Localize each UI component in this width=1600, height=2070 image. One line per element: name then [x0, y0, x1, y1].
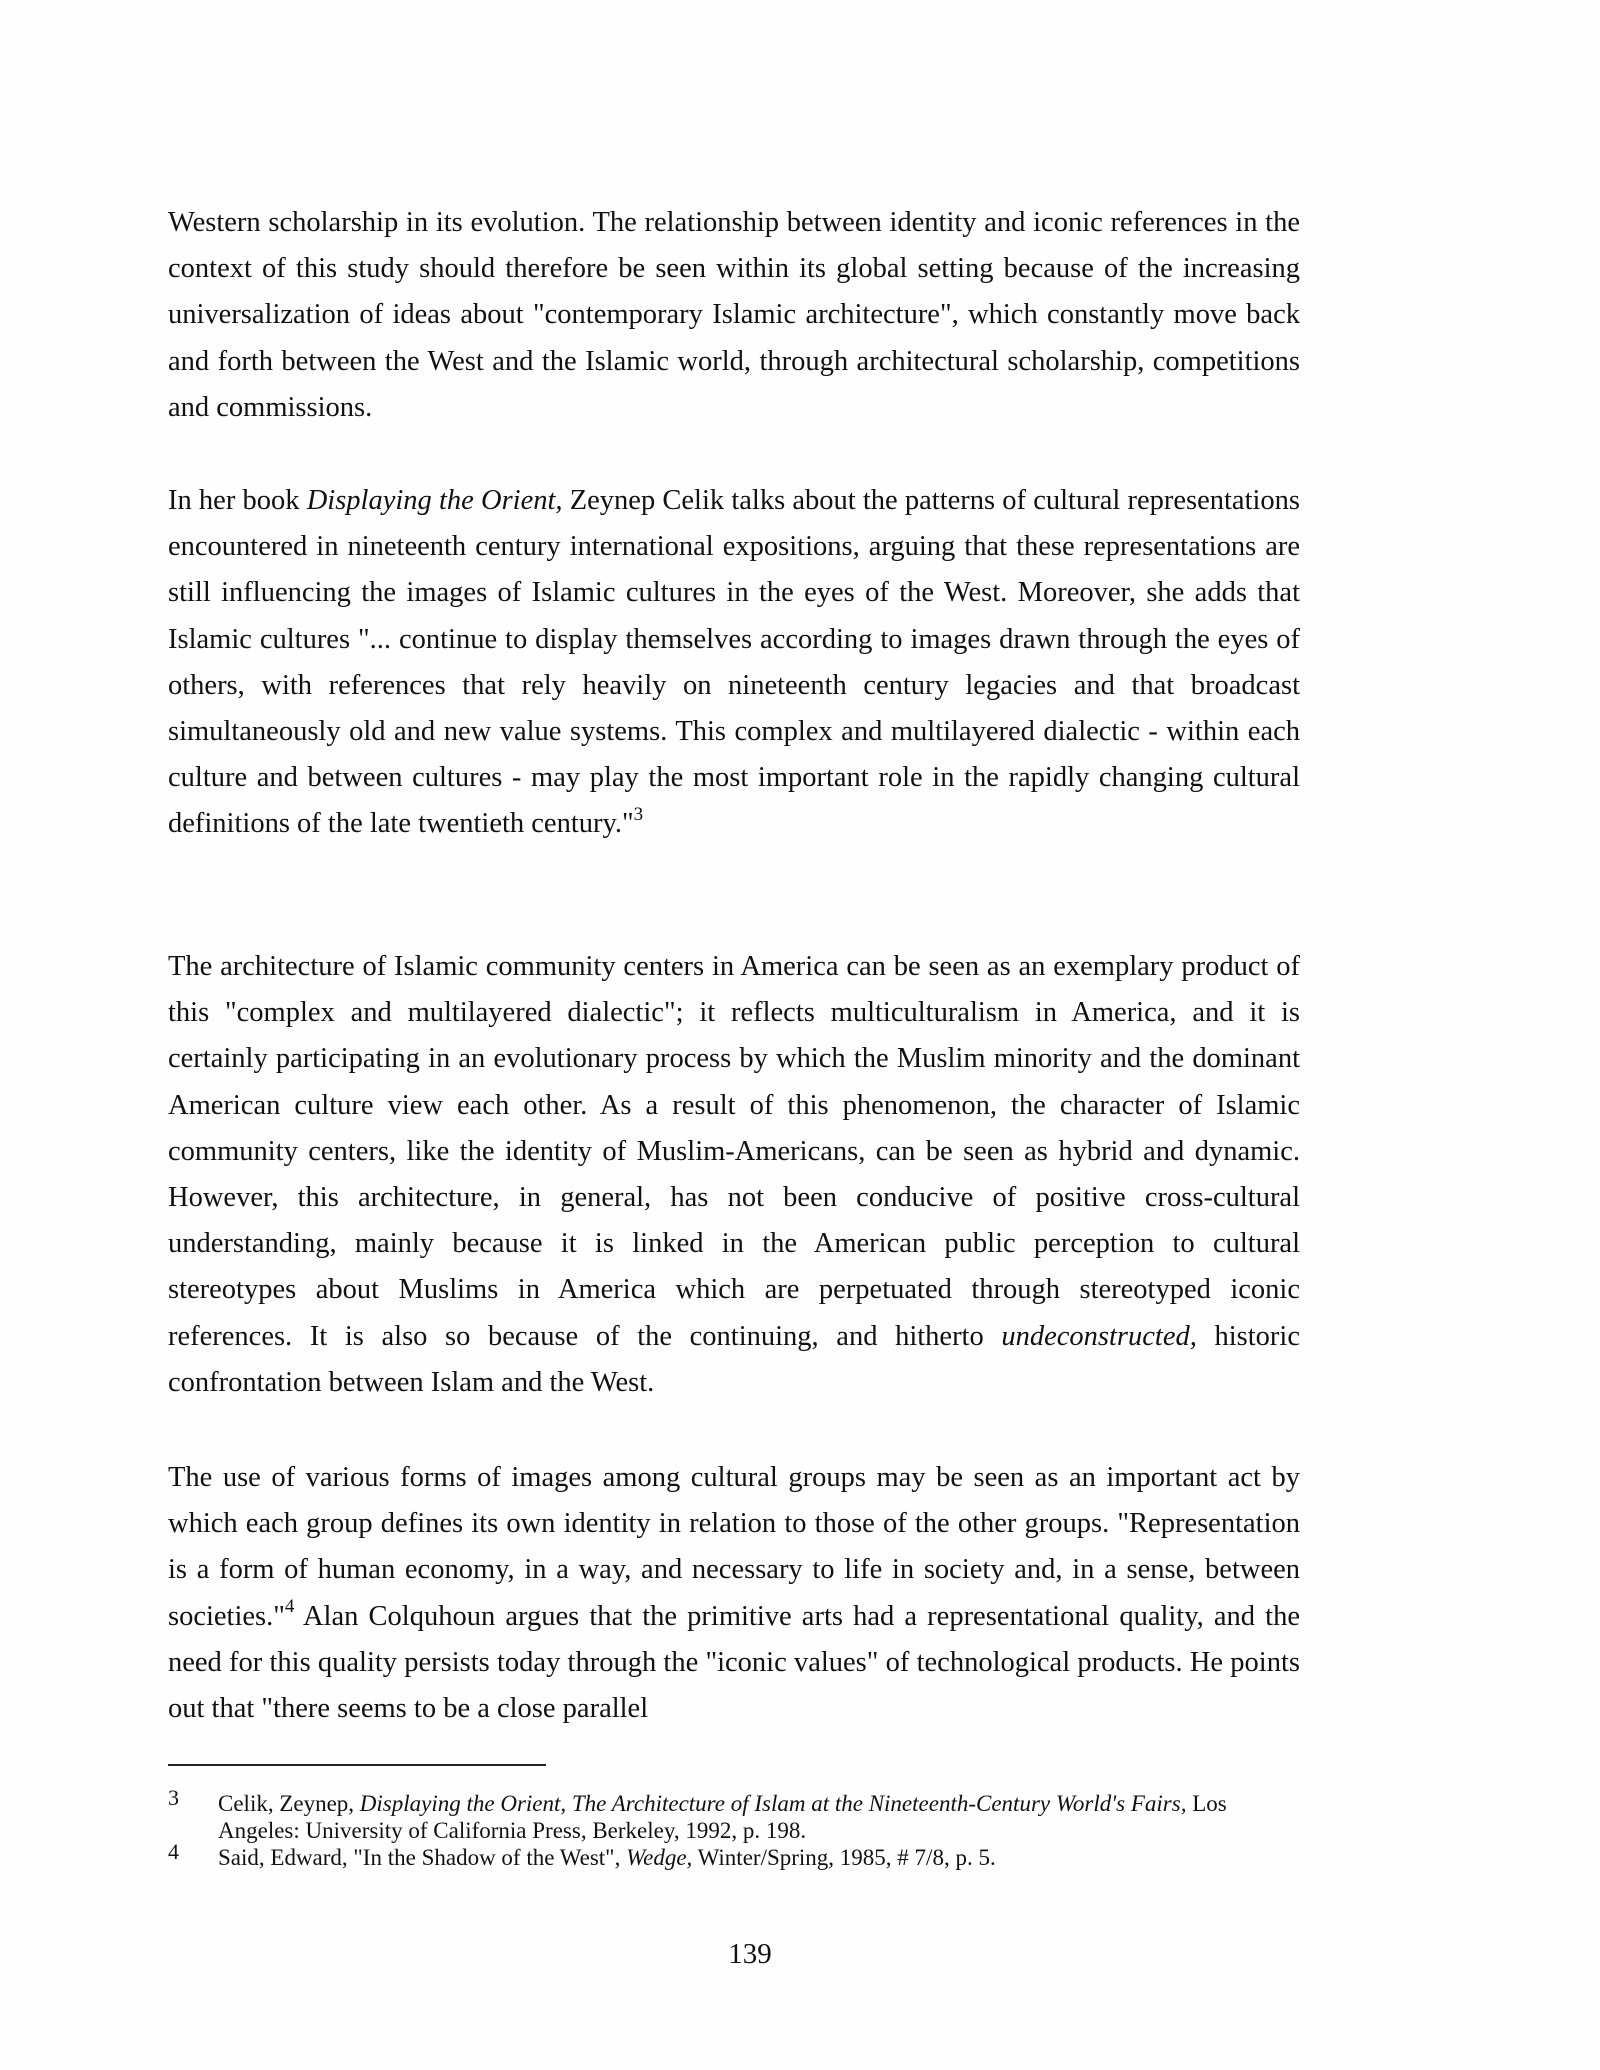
- footnote-3-publisher: Los Angeles: University of California Press, Berkeley, 1992, p. 198.: [218, 1791, 1227, 1843]
- paragraph-1-text: Western scholarship in its evolution. The relationship between identity and iconic references in the context of this study should therefore be seen within its global setting because of the increasing universalization of ideas about "contemporary Islamic architecture", which constantly move back and forth between the West and the Islamic world, through architectural scholarship, competitions and commissions.: [168, 207, 1300, 423]
- footnote-ref-3[interactable]: 3: [633, 803, 644, 825]
- paragraph-4: [168, 1455, 1300, 1732]
- footnote-4: [168, 1839, 1308, 1871]
- footnote-4-details: Winter/Spring, 1985, # 7/8, p. 5.: [692, 1845, 996, 1870]
- footnote-number: 4: [168, 1839, 179, 1864]
- footnotes: [168, 1785, 1308, 1871]
- book-title-italic: Displaying the Orient,: [306, 485, 563, 516]
- footnote-number: 3: [168, 1785, 179, 1810]
- paragraph-1: [168, 200, 1300, 431]
- paragraph-3-tail: historic confrontation between Islam and the West.: [168, 1320, 1300, 1398]
- paragraph-4-tail: Alan Colquhoun argues that the primitive arts had a representational quality, and the need for this quality persists today through the "iconic values" of technological products. He points out that "there seems to be a close parallel: [168, 1600, 1300, 1725]
- emphasis-italic: undeconstructed,: [1001, 1320, 1197, 1352]
- footnote-3: [168, 1785, 1308, 1844]
- paragraph-2: [168, 478, 1300, 848]
- page-number: 139: [728, 1938, 772, 1970]
- footnote-4-author: Said, Edward, "In the Shadow of the West",: [218, 1845, 627, 1870]
- footnote-3-author: Celik, Zeynep,: [218, 1791, 360, 1816]
- paragraph-3: [168, 944, 1300, 1406]
- footnote-ref-4[interactable]: 4: [284, 1596, 295, 1618]
- paragraph-4-lead: The use of various forms of images among cultural groups may be seen as an important act by which each group defines its own identity in relation to those of the other groups. "Representation is a form of human economy, in a way, and necessary to life in society and, in a sense, between societies.": [168, 1462, 1300, 1632]
- paragraph-3-body: The architecture of Islamic community centers in America can be seen as an exemplary product of this "complex and multilayered dialectic"; it reflects multiculturalism in America, and it is certainly participating in an evolutionary process by which the Muslim minority and the dominant American culture view each other. As a result of this phenomenon, the character of Islamic community centers, like the identity of Muslim-Americans, can be seen as hybrid and dynamic. However, this architecture, in general, has not been conducive of positive cross-cultural understanding, mainly because it is linked in the American public perception to cultural stereotypes about Muslims in America which are perpetuated through stereotyped iconic references. It is also so because of the continuing, and hitherto: [168, 951, 1300, 1352]
- footnote-divider: [168, 1764, 546, 1766]
- footnote-4-title: Wedge,: [626, 1845, 693, 1870]
- paragraph-2-body: Zeynep Celik talks about the patterns of cultural representations encountered in nineteenth century international expositions, arguing that these representations are still influencing the images of Islamic cultures in the eyes of the West. Moreover, she adds that Islamic cultures "... continue to display themselves according to images drawn through the eyes of others, with references that rely heavily on nineteenth century legacies and that broadcast simultaneously old and new value systems. This complex and multilayered dialectic - within each culture and between cultures - may play the most important role in the rapidly changing cultural definitions of the late twentieth century.": [168, 485, 1300, 840]
- footnote-3-title: Displaying the Orient, The Architecture of Islam at the Nineteenth-Century World's Fairs,: [359, 1791, 1187, 1816]
- paragraph-2-lead: In her book: [168, 485, 307, 516]
